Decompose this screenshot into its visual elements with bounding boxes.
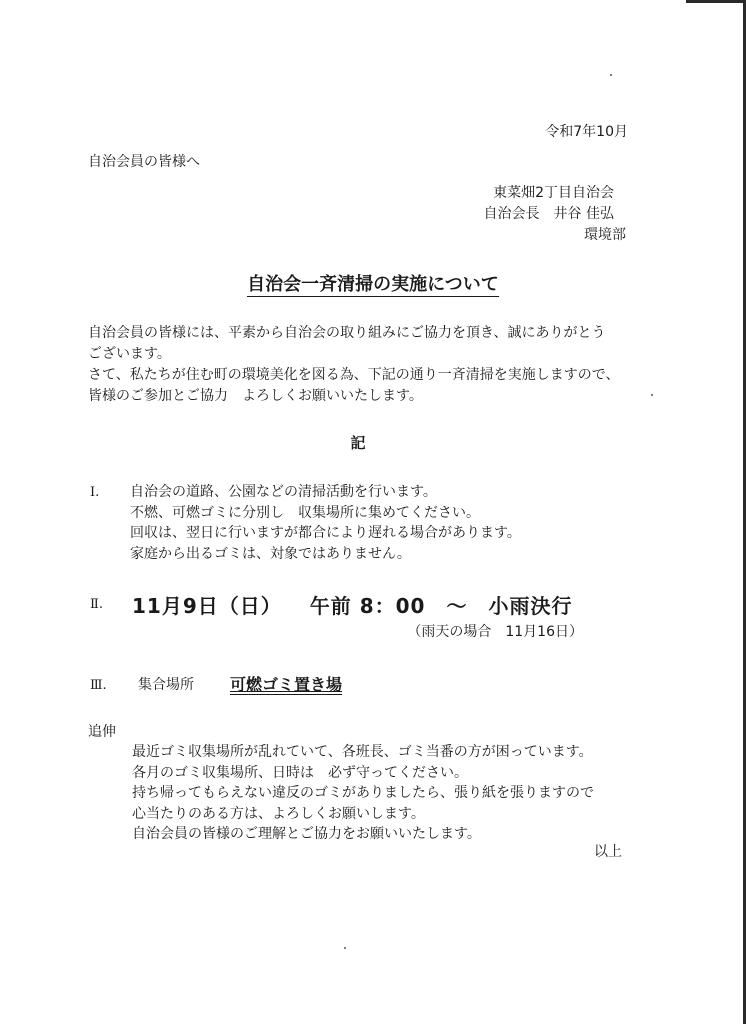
postscript-line: 心当たりのある方は、よろしくお願いします。 bbox=[132, 805, 425, 822]
item1-line: 不燃、可燃ゴミに分別し 収集場所に集めてください。 bbox=[130, 504, 480, 521]
meeting-place: 可燃ゴミ置き場 bbox=[230, 675, 343, 694]
issue-date: 令和7年10月 bbox=[545, 124, 628, 140]
scan-speck bbox=[344, 947, 346, 949]
scan-speck bbox=[610, 74, 612, 76]
item1-body bbox=[130, 482, 521, 564]
closing-ijo: 以上 bbox=[594, 844, 622, 860]
rain-date: （雨天の場合 11月16日） bbox=[407, 624, 583, 640]
intro-line: ございます。 bbox=[88, 346, 171, 362]
postscript-line: 自治会員の皆様のご理解とご協力をお願いいたします。 bbox=[132, 826, 481, 842]
addressee: 自治会員の皆様へ bbox=[88, 154, 200, 170]
postscript-line: 持ち帰ってもらえない違反のゴミがありましたら、張り紙を張りますので bbox=[132, 785, 594, 801]
postscript-body bbox=[132, 742, 594, 845]
item1-line: 家庭から出るゴミは、対象ではありません。 bbox=[130, 545, 411, 562]
intro-line: さて、私たちが住む町の環境美化を図る為、下記の通り一斉清掃を実施しますので、 bbox=[88, 367, 620, 383]
scan-speck bbox=[651, 394, 653, 396]
event-time: 午前 8：00 ～ 小雨決行 bbox=[309, 594, 573, 618]
postscript-line: 各月のゴミ収集場所、日時は 必ず守ってください。 bbox=[132, 764, 468, 781]
scan-edge-top bbox=[686, 0, 746, 3]
intro-paragraph bbox=[88, 323, 619, 407]
item3-number: Ⅲ. bbox=[90, 678, 107, 693]
document-title-text: 自治会一斉清掃の実施について bbox=[247, 274, 499, 295]
sender-block bbox=[483, 183, 626, 246]
sender-dept: 環境部 bbox=[584, 227, 626, 243]
sender-chair: 自治会長 井谷 佳弘 bbox=[483, 206, 614, 222]
postscript-heading: 追伸 bbox=[88, 724, 116, 740]
document-title bbox=[0, 270, 746, 296]
event-datetime bbox=[132, 590, 572, 619]
item1-line: 自治会の道路、公園などの清掃活動を行います。 bbox=[130, 484, 437, 500]
item1-line: 回収は、翌日に行いますが都合により遅れる場合があります。 bbox=[130, 525, 521, 541]
intro-line: 自治会員の皆様には、平素から自治会の取り組みにご協力を頂き、誠にありがとう bbox=[88, 325, 606, 341]
sender-org: 東菜畑2丁目自治会 bbox=[493, 185, 614, 201]
postscript-line: 最近ゴミ収集場所が乱れていて、各班長、ゴミ当番の方が困っています。 bbox=[132, 744, 593, 760]
ki-heading: 記 bbox=[350, 434, 366, 452]
item2-number: Ⅱ. bbox=[90, 597, 103, 612]
meeting-place-label: 集合場所 bbox=[138, 677, 194, 693]
item1-number: Ⅰ. bbox=[90, 485, 100, 500]
event-date: 11月9日（日） bbox=[132, 594, 282, 618]
intro-line: 皆様のご参加とご協力 よろしくお願いいたします。 bbox=[88, 388, 423, 404]
